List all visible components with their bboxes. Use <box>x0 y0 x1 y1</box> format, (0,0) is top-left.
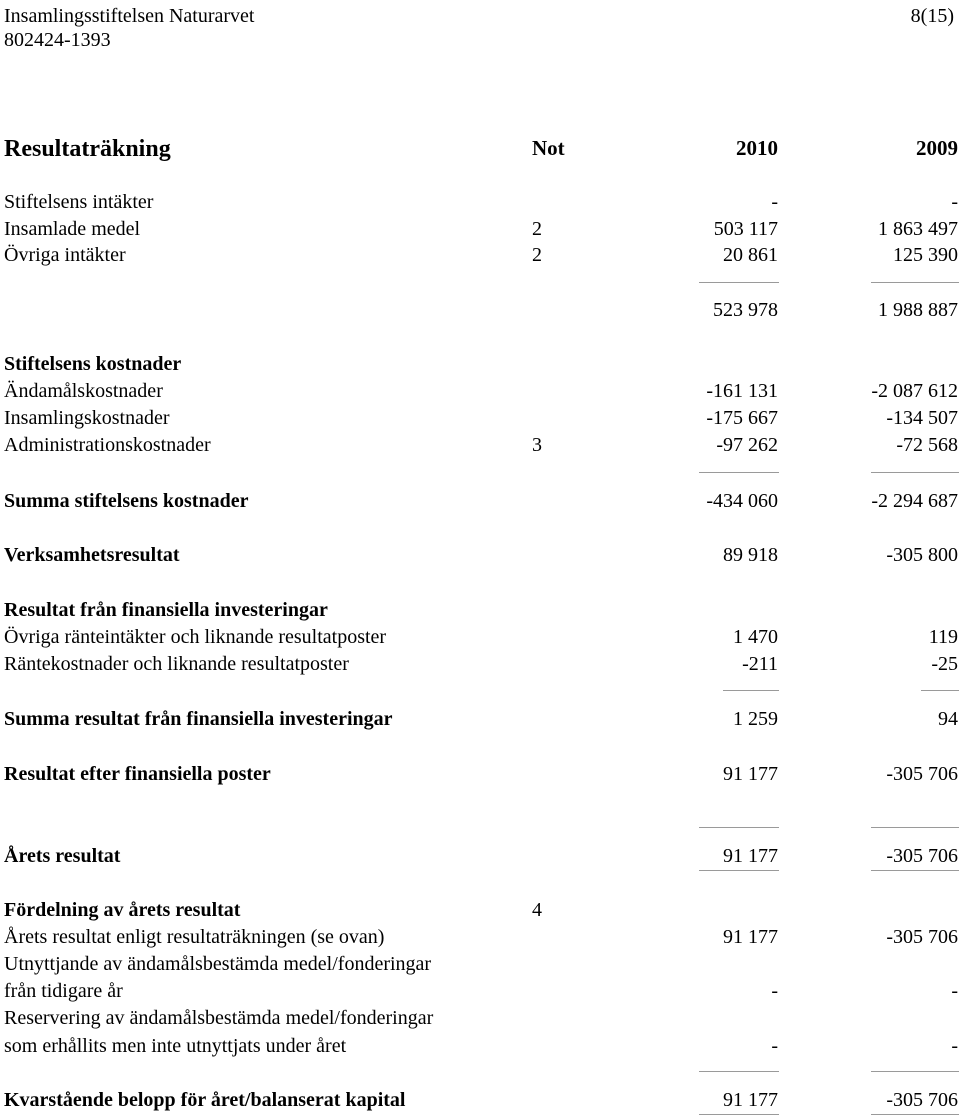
page-number: 8(15) <box>910 5 954 27</box>
row-label: Verksamhetsresultat <box>4 544 180 566</box>
row-label: Övriga intäkter <box>4 244 126 266</box>
value-2009: -25 <box>931 653 958 675</box>
double-rule <box>699 1114 779 1115</box>
row-label: som erhållits men inte utnyttjats under året <box>4 1035 347 1057</box>
sum-rule <box>699 472 779 473</box>
note-reference: 2 <box>532 218 542 240</box>
value-2010: 91 177 <box>723 926 778 948</box>
subtotal-2010: 523 978 <box>713 299 778 321</box>
value-2009: -305 706 <box>886 845 958 867</box>
row-label: Summa stiftelsens kostnader <box>4 490 249 512</box>
note-reference: 2 <box>532 244 542 266</box>
column-header-2009: 2009 <box>916 136 958 160</box>
value-2009: -2 294 687 <box>871 490 958 512</box>
section-heading: Fördelning av årets resultat <box>4 899 241 921</box>
sum-rule <box>871 827 959 828</box>
row-label: Kvarstående belopp för året/balanserat kapital <box>4 1089 406 1111</box>
value-2010: -211 <box>742 653 778 675</box>
column-header-2010: 2010 <box>736 136 778 160</box>
value-2009: -305 800 <box>886 544 958 566</box>
row-label: Administrationskostnader <box>4 434 211 456</box>
page-title: Resultaträkning <box>4 136 171 162</box>
value-2009: -305 706 <box>886 1089 958 1111</box>
value-2009: -2 087 612 <box>871 380 958 402</box>
value-2010: -175 667 <box>706 407 778 429</box>
value-2010: -434 060 <box>706 490 778 512</box>
row-label: Övriga ränteintäkter och liknande resultatposter <box>4 626 387 648</box>
row-label: Resultat efter finansiella poster <box>4 763 271 785</box>
value-2010: -161 131 <box>706 380 778 402</box>
row-label: Utnyttjande av ändamålsbestämda medel/fonderingar <box>4 953 432 975</box>
sum-rule <box>723 690 779 691</box>
value-2009: 1 863 497 <box>878 218 958 240</box>
organization-name: Insamlingsstiftelsen Naturarvet <box>4 5 255 27</box>
row-label: Reservering av ändamålsbestämda medel/fonderingar <box>4 1007 434 1029</box>
value-2010: 1 470 <box>733 626 778 648</box>
value-2009: -72 568 <box>896 434 958 456</box>
value-2009: 119 <box>928 626 958 648</box>
row-label: från tidigare år <box>4 980 123 1002</box>
row-label: Årets resultat enligt resultaträkningen (se ovan) <box>4 926 385 948</box>
double-rule <box>871 1114 959 1115</box>
sum-rule <box>699 827 779 828</box>
sum-rule <box>871 282 959 283</box>
column-header-not: Not <box>532 136 565 160</box>
value-2010: - <box>771 980 778 1002</box>
value-2010: 20 861 <box>723 244 778 266</box>
sum-rule <box>871 472 959 473</box>
sum-rule <box>871 1071 959 1072</box>
value-2009: -305 706 <box>886 763 958 785</box>
value-2009: -305 706 <box>886 926 958 948</box>
sum-rule <box>699 282 779 283</box>
value-2009: - <box>951 1035 958 1057</box>
sum-rule <box>921 690 959 691</box>
row-label: Ändamålskostnader <box>4 380 163 402</box>
section-heading: Stiftelsens kostnader <box>4 353 182 375</box>
value-2010: - <box>771 191 778 213</box>
value-2010: - <box>771 1035 778 1057</box>
value-2009: 94 <box>938 708 958 730</box>
value-2010: 1 259 <box>733 708 778 730</box>
value-2009: -134 507 <box>886 407 958 429</box>
value-2009: - <box>951 191 958 213</box>
sum-rule <box>699 1071 779 1072</box>
note-reference: 3 <box>532 434 542 456</box>
value-2010: 91 177 <box>723 763 778 785</box>
section-heading: Resultat från finansiella investeringar <box>4 599 328 621</box>
row-label: Årets resultat <box>4 845 121 867</box>
row-label: Insamlade medel <box>4 218 141 240</box>
row-label: Stiftelsens intäkter <box>4 191 154 213</box>
value-2010: 91 177 <box>723 845 778 867</box>
note-reference: 4 <box>532 899 542 921</box>
organization-number: 802424-1393 <box>4 29 111 51</box>
double-rule <box>699 870 779 871</box>
value-2010: 91 177 <box>723 1089 778 1111</box>
row-label: Insamlingskostnader <box>4 407 170 429</box>
value-2010: 89 918 <box>723 544 778 566</box>
value-2009: - <box>951 980 958 1002</box>
value-2010: 503 117 <box>713 218 778 240</box>
value-2009: 125 390 <box>893 244 958 266</box>
subtotal-2009: 1 988 887 <box>878 299 958 321</box>
value-2010: -97 262 <box>716 434 778 456</box>
double-rule <box>871 870 959 871</box>
row-label: Summa resultat från finansiella investeringar <box>4 708 393 730</box>
row-label: Räntekostnader och liknande resultatposter <box>4 653 349 675</box>
